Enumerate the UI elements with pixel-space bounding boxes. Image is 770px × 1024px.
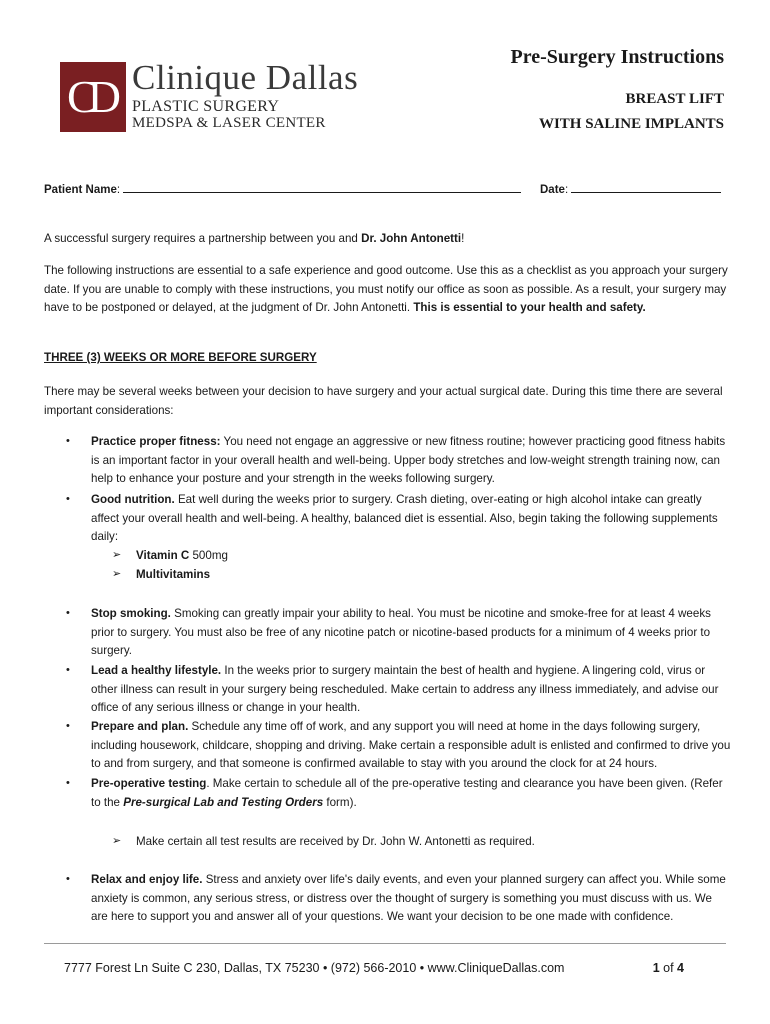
bullet-marker: • — [66, 664, 70, 676]
section-intro: There may be several weeks between your decision to have surgery and your actual surgical date. During this time there are several important considerations: — [44, 385, 723, 417]
bullet-marker: • — [66, 435, 70, 447]
logo-line-1: PLASTIC SURGERY — [132, 98, 280, 115]
footer-address: 7777 Forest Ln Suite C 230, Dallas, TX 75230 • (972) 566-2010 • www.CliniqueDallas.com — [64, 961, 565, 975]
logo-initials: CD — [67, 71, 111, 122]
document-title: Pre-Surgery Instructions — [510, 46, 724, 68]
bullet-prepare: Prepare and plan. Schedule any time off of work, and any support you will need at home in the days following surgery, including housework, childcare, shopping and driving. Make certain a responsible adult is enlisted and confirmed to drive you to and from surgery, and that someone is confirmed available to stay with you around the clock for at 24 hours. — [91, 720, 731, 771]
logo-name: Clinique Dallas — [132, 58, 359, 97]
intro-paragraph-2: The following instructions are essential to a safe experience and good outcome. Use this as a checklist as you approach your surgery date. If you are unable to comply with these instructions, you must notify our office as soon as possible. As a result, your surgery may have to be postponed or delayed, at the judgment of Dr. John Antonetti. This is essential to your health and safety. — [44, 264, 728, 315]
section-heading: THREE (3) WEEKS OR MORE BEFORE SURGERY — [44, 351, 317, 364]
bullet-marker: • — [66, 777, 70, 789]
bullet-marker: • — [66, 873, 70, 885]
bullet-nutrition: Good nutrition. Eat well during the weeks prior to surgery. Crash dieting, over-eating or high alcohol intake can greatly affect your overall health and well-being. A healthy, balanced diet is essential. Also, begin taking the following supplements daily: — [91, 493, 718, 544]
arrow-marker: ➢ — [112, 549, 122, 561]
logo-line-2: MEDSPA & LASER CENTER — [132, 115, 326, 131]
footer-divider — [44, 943, 726, 944]
supplement-multivitamins: Multivitamins — [136, 568, 211, 581]
bullet-fitness: Practice proper fitness: You need not engage an aggressive or new fitness routine; however practicing good fitness habits is an important factor in your overall health and well-being. Upper body stretches and low-weight strength training now, can help to enhance your posture and your strength in the weeks following surgery. — [91, 435, 726, 486]
procedure-title-1: BREAST LIFT — [625, 91, 724, 107]
bullet-lifestyle: Lead a healthy lifestyle. In the weeks prior to surgery maintain the best of health and hygiene. A lingering cold, virus or other illness can result in your surgery being rescheduled. Make certain to address any illness immediately, and advise our office of any serious illness or change in your health. — [91, 664, 719, 715]
arrow-marker: ➢ — [112, 835, 122, 847]
preop-sub-item: Make certain all test results are received by Dr. John W. Antonetti as required. — [136, 835, 535, 848]
intro-paragraph-1: A successful surgery requires a partnership between you and Dr. John Antonetti! — [44, 232, 465, 245]
bullet-preop: Pre-operative testing. Make certain to schedule all of the pre-operative testing and clearance you have been given. (Refer to the Pre-surgical Lab and Testing Orders form). — [91, 777, 723, 809]
bullet-marker: • — [66, 720, 70, 732]
patient-name-field[interactable]: Patient Name: — [44, 182, 521, 196]
procedure-title-2: WITH SALINE IMPLANTS — [538, 116, 724, 132]
bullet-marker: • — [66, 493, 70, 505]
lab-orders-form-ref: Pre-surgical Lab and Testing Orders — [123, 795, 324, 809]
clinic-logo — [60, 60, 360, 135]
bullet-relax: Relax and enjoy life. Stress and anxiety over life's daily events, and even your planned surgery can affect you. While some anxiety is common, any serious stress, or distress over the thought of surgery is something you must discuss with us. We are here to support you and answer all of your questions. We want your decision to be one made with confidence. — [91, 873, 726, 924]
date-line[interactable] — [571, 182, 721, 193]
page-number: 1 of 4 — [652, 961, 684, 975]
bullet-smoking: Stop smoking. Smoking can greatly impair your ability to heal. You must be nicotine and smoke-free for at least 4 weeks prior to surgery. You must also be free of any nicotine patch or nicotine-based products for a minimum of 4 weeks prior to surgery. — [91, 607, 711, 658]
patient-name-label: Patient Name — [44, 184, 117, 196]
date-field[interactable]: Date: — [540, 182, 721, 196]
date-label: Date — [540, 184, 565, 196]
supplement-vitamin-c: Vitamin C 500mg — [136, 549, 228, 562]
patient-name-line[interactable] — [123, 182, 521, 193]
arrow-marker: ➢ — [112, 568, 122, 580]
bullet-marker: • — [66, 607, 70, 619]
logo-mark — [60, 62, 126, 132]
